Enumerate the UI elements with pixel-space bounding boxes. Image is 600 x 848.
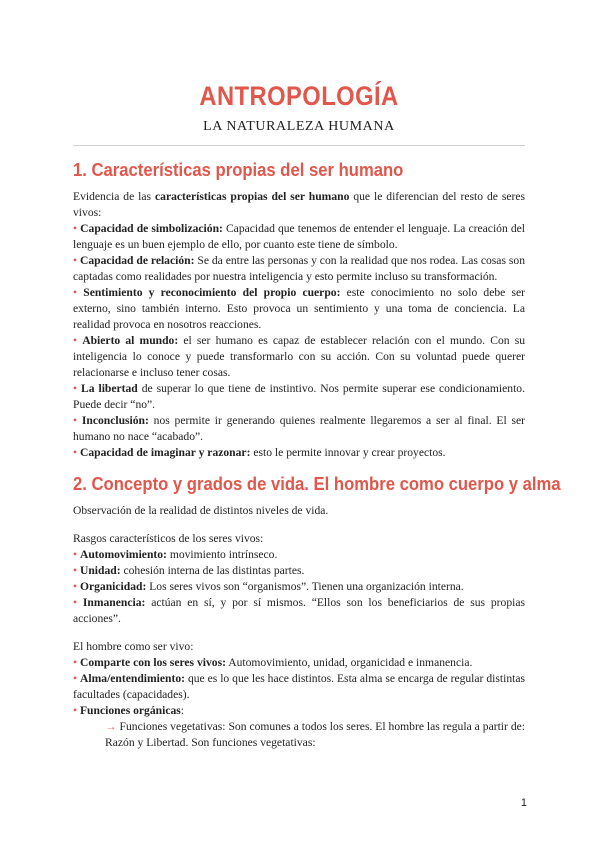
document-subtitle: LA NATURALEZA HUMANA — [203, 119, 395, 134]
bullet-term: Capacidad de imaginar y razonar: — [79, 446, 251, 459]
bullet-term: Automovimiento: — [79, 548, 167, 561]
bullet-term: Funciones orgánicas — [79, 704, 181, 717]
list-item — [73, 579, 525, 595]
bullet-text: este conocimiento no solo debe ser externo, sino también interno. Esto provoca un sentimiento y una toma de conciencia. La realidad provoca en nosotros reacciones. — [73, 286, 526, 331]
paragraph-spacer — [73, 627, 525, 639]
bullet-term: Comparte con los seres vivos: — [79, 656, 226, 669]
bullet-text: Capacidad que tenemos de entender el lenguaje. La creación del lenguaje es un buen ejemplo de ello, por cuanto este tiene de símbolo. — [73, 222, 526, 251]
bullet-icon: • — [73, 580, 78, 593]
list-item — [73, 671, 525, 703]
bullet-icon: • — [73, 596, 78, 609]
bullet-icon: • — [73, 548, 78, 561]
document-title: ANTROPOLOGÍA — [199, 81, 399, 111]
hombre-intro: El hombre como ser vivo: — [73, 640, 194, 653]
bullet-text: actúan en sí, y por sí mismos. “Ellos son los beneficiarios de sus propias acciones”. — [73, 596, 525, 625]
bullet-term: Inconclusión: — [81, 414, 149, 427]
list-item — [73, 703, 525, 719]
list-item — [73, 333, 525, 381]
list-item — [73, 253, 525, 285]
bullet-term: Sentimiento y reconocimiento del propio cuerpo: — [83, 286, 341, 299]
bullet-term: Inmanencia: — [82, 596, 146, 609]
list-item — [73, 547, 525, 563]
bullet-icon: • — [73, 656, 78, 669]
bullet-text: cohesión interna de las distintas partes. — [120, 564, 305, 577]
sub-list-text: Funciones vegetativas: Son comunes a todos los seres. El hombre las regula a partir de: Razón y Libertad. Son funciones vegetativas: — [105, 720, 525, 749]
bullet-icon: • — [73, 334, 78, 347]
list-item — [73, 445, 525, 461]
list-item — [73, 595, 525, 627]
list-item — [73, 563, 525, 579]
list-item — [73, 655, 525, 671]
list-item — [73, 381, 525, 413]
bullet-icon: • — [73, 414, 78, 427]
bullet-icon: • — [73, 564, 78, 577]
sub-list-item — [73, 719, 525, 751]
bullet-text: el ser humano es capaz de establecer relación con el mundo. Con su inteligencia lo conoce y puede transformarlo con su acción. Con su voluntad puede querer relacionarse e incluso tener cosas. — [73, 334, 526, 379]
bullet-text: : — [180, 704, 185, 717]
list-item — [73, 413, 525, 445]
bullet-icon: • — [73, 382, 78, 395]
bullet-term: Capacidad de relación: — [79, 254, 195, 267]
bullet-text: de superar lo que tiene de instintivo. Nos permite superar ese condicionamiento. Puede decir “no”. — [73, 382, 525, 411]
bullet-icon: • — [73, 704, 78, 717]
bullet-term: Alma/entendimiento: — [80, 672, 185, 685]
bullet-term: Capacidad de simbolización: — [80, 222, 223, 235]
paragraph-spacer — [73, 519, 525, 531]
intro-bold-text: características propias del ser humano — [155, 190, 350, 203]
list-item — [73, 221, 525, 253]
bullet-term: La libertad — [81, 382, 138, 395]
arrow-right-icon: → — [105, 720, 117, 733]
page-number: 1 — [520, 797, 527, 809]
intro-text-end: que le diferencian del resto de seres vivos: — [73, 190, 526, 219]
bullet-term: Abierto al mundo: — [82, 334, 179, 347]
list-item — [73, 285, 525, 333]
section-2-heading: 2. Concepto y grados de vida. El hombre como cuerpo y alma — [73, 473, 561, 494]
bullet-icon: • — [73, 286, 78, 299]
bullet-icon: • — [73, 254, 78, 267]
rasgos-intro: Rasgos característicos de los seres vivos: — [73, 532, 264, 545]
bullet-icon: • — [73, 222, 78, 235]
bullet-term: Unidad: — [79, 564, 121, 577]
section-1-heading: 1. Características propias del ser humano — [73, 159, 404, 180]
section-2-intro: Observación de la realidad de distintos niveles de vida. — [73, 504, 329, 517]
bullet-icon: • — [73, 446, 78, 459]
bullet-text: esto le permite innovar y crear proyectos. — [250, 446, 446, 459]
bullet-term: Organicidad: — [79, 580, 147, 593]
bullet-text: que es lo que les hace distintos. Esta alma se encarga de regular distintas facultades (capacidades). — [73, 672, 525, 701]
bullet-text: Los seres vivos son “organismos”. Tienen una organización interna. — [146, 580, 464, 593]
bullet-text: Automovimiento, unidad, organicidad e inmanencia. — [225, 656, 473, 669]
bullet-text: Se da entre las personas y con la realidad que nos rodea. Las cosas son captadas como realidades por nuestra inteligencia y esto permite incluso su transformación. — [73, 254, 525, 283]
bullet-text: movimiento intrínseco. — [166, 548, 278, 561]
title-divider — [73, 145, 525, 146]
bullet-icon: • — [73, 672, 78, 685]
section-1-intro — [73, 189, 525, 221]
bullet-text: nos permite ir generando quienes realmente llegaremos a ser al final. El ser humano no nace “acabado”. — [73, 414, 525, 443]
intro-text: Evidencia de las — [73, 190, 155, 203]
